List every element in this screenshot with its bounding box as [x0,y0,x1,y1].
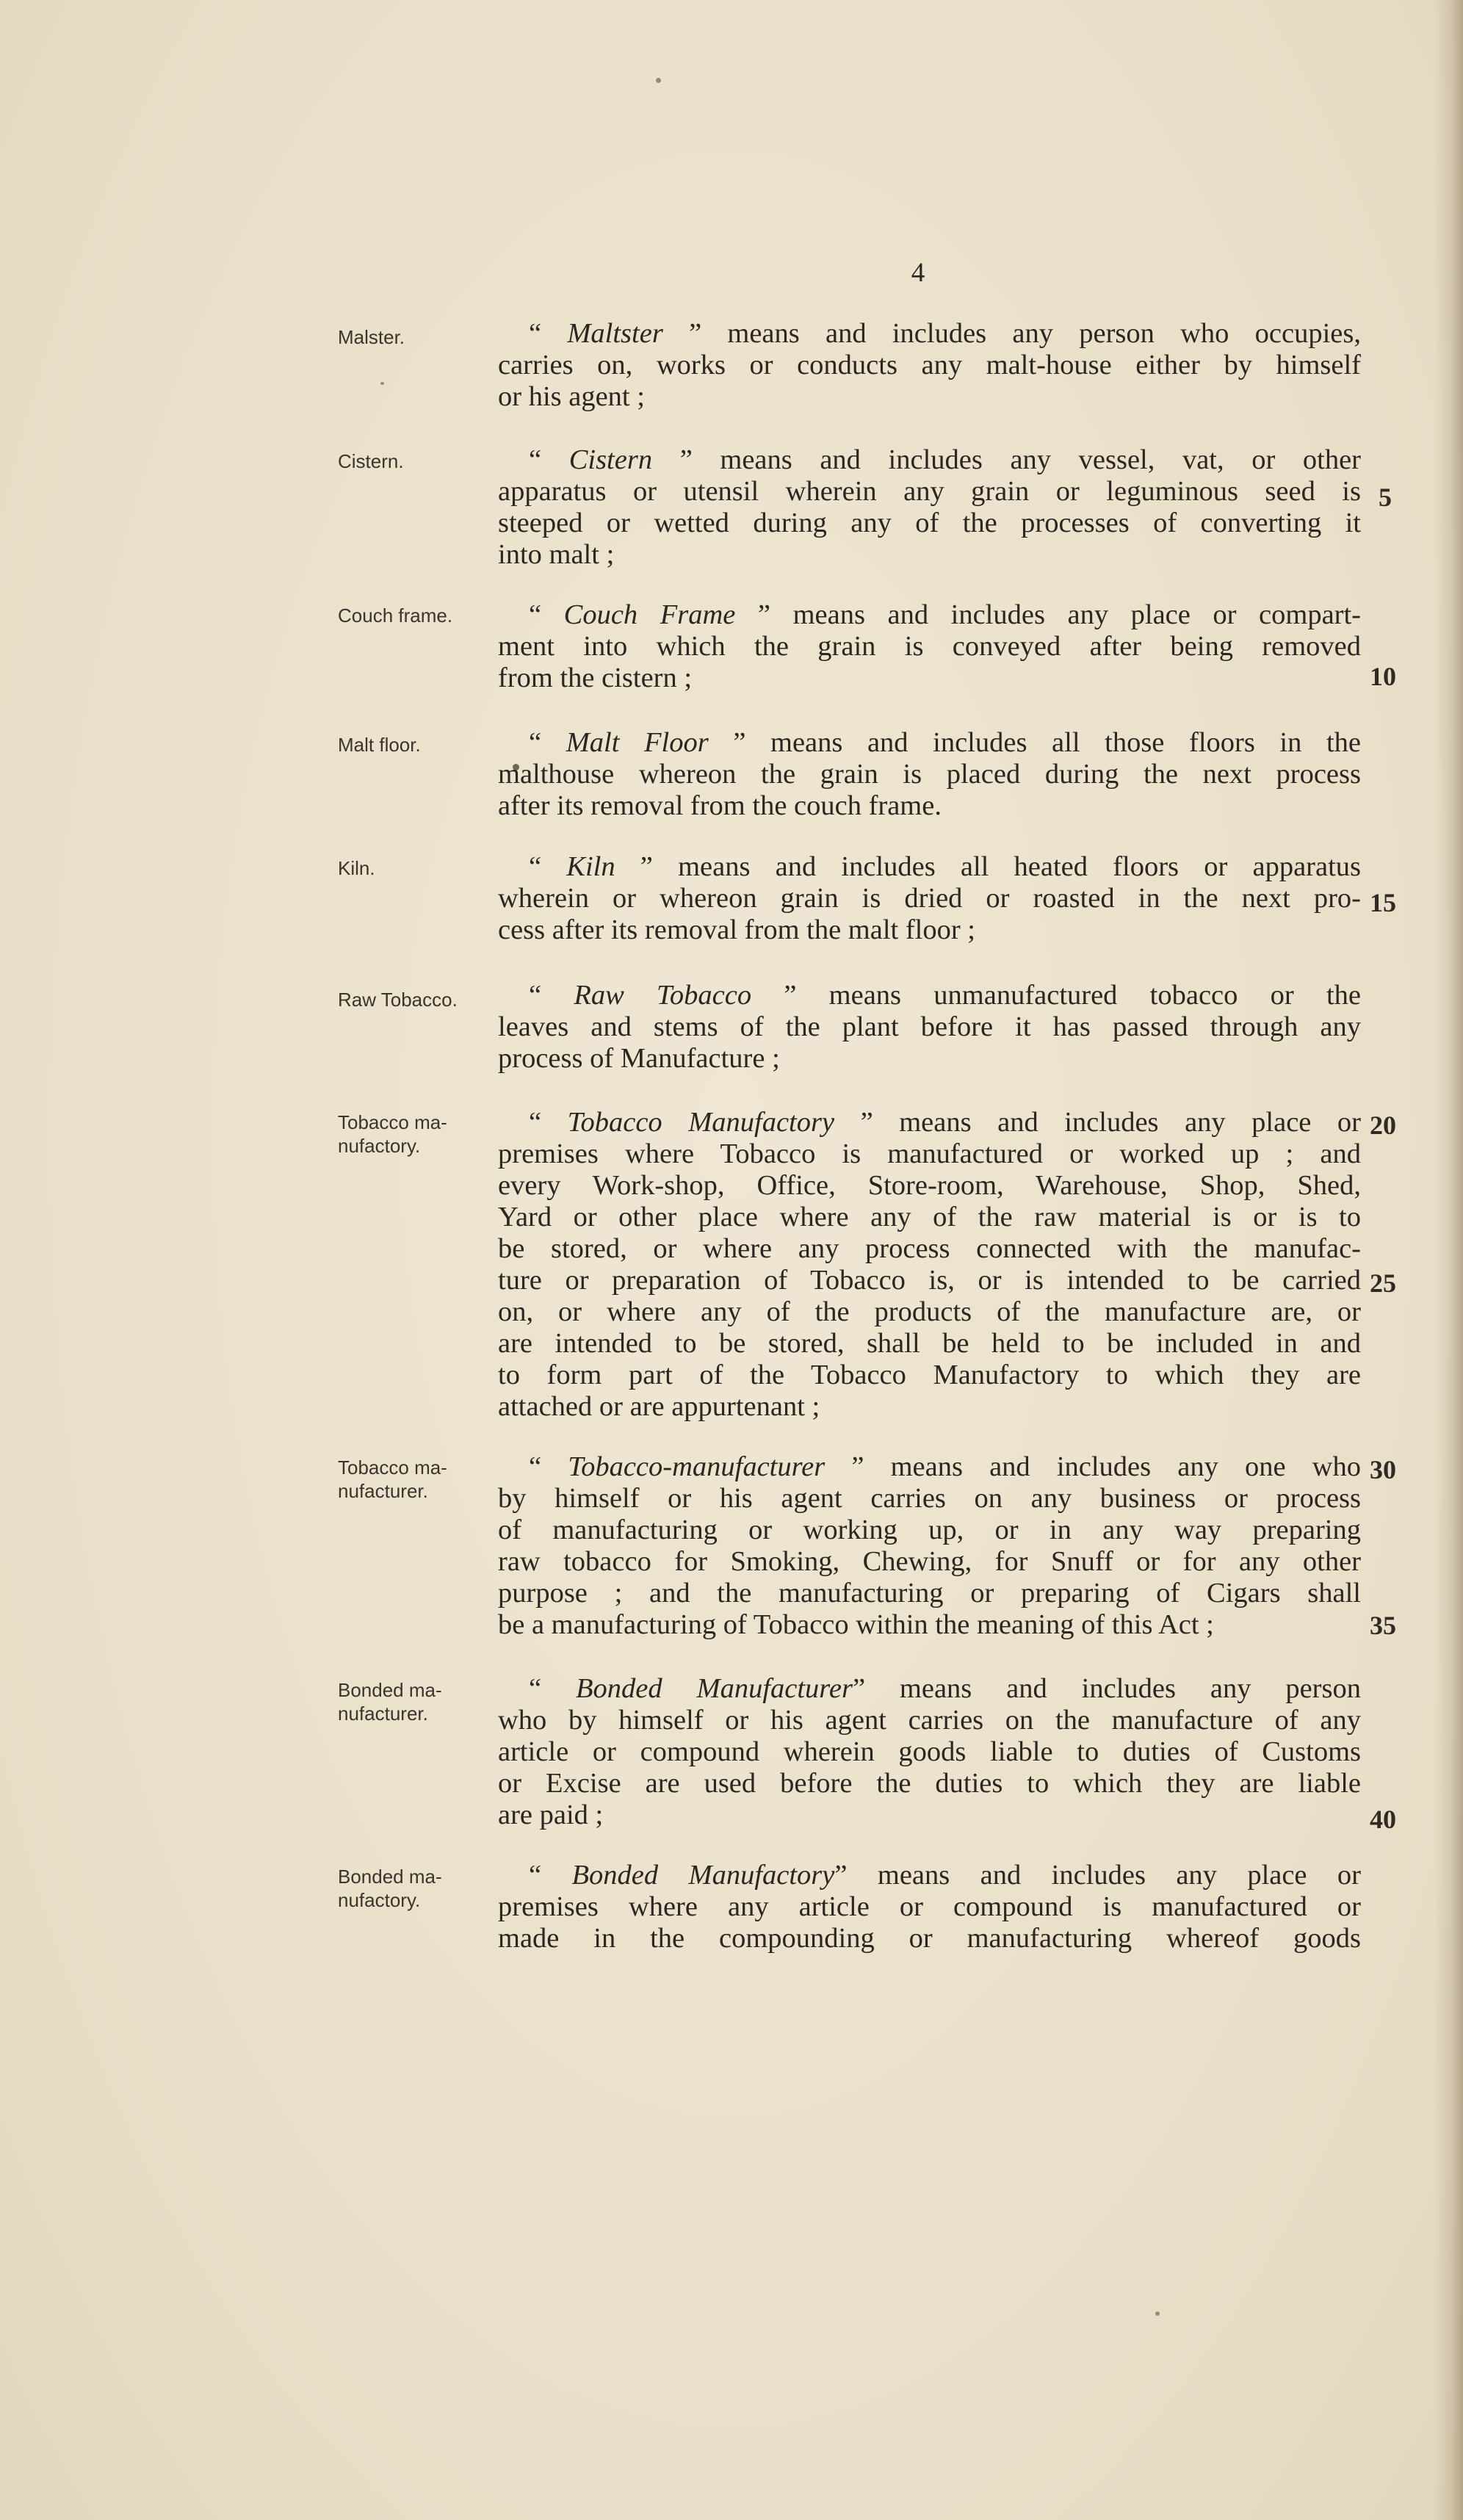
definition-bonded-manufacturer [498,1673,1361,1831]
side-note-raw-tobacco: Raw Tobacco. [338,989,458,1011]
text-line: attached or are appurtenant ; [498,1391,820,1422]
text-line: or Excise are used before the duties to which they are liable [498,1768,1361,1799]
defined-term: Cistern [568,444,653,475]
defined-term: Tobacco-manufacturer [568,1451,826,1482]
side-note-bonded-manufacturer: Bonded ma- nufacturer. [338,1679,442,1725]
text-line: purpose ; and the manufacturing or preparing of Cigars shall [498,1578,1361,1609]
definition-couch-frame [498,599,1361,694]
text-line: be stored, or where any process connected with the manufac- [498,1233,1361,1264]
side-note-couch-frame: Couch frame. [338,604,453,627]
text-line: or his agent ; [498,381,645,412]
defined-term: Maltster [567,318,663,349]
side-note-tobacco-manufacturer: Tobacco ma- nufacturer. [338,1456,447,1502]
text-line: to form part of the Tobacco Manufactory to which they are [498,1360,1361,1390]
definition-malt-floor [498,727,1361,822]
text-line: on, or where any of the products of the manufacture are, or [498,1296,1361,1327]
side-note-tobacco-manufactory: Tobacco ma- nufactory. [338,1111,447,1157]
text-line: are intended to be stored, shall be held to be included in and [498,1328,1361,1359]
defined-term: Tobacco Manufactory [567,1107,835,1138]
text-line: apparatus or utensil wherein any grain or leguminous seed is [498,476,1361,507]
side-note-malt-floor: Malt floor. [338,734,421,756]
line-number-40: 40 [1370,1805,1396,1834]
text-line: from the cistern ; [498,663,693,693]
text-line: by himself or his agent carries on any business or process [498,1483,1361,1514]
text-line: “ Malt Floor ” means and includes all those floors in the [529,727,1361,758]
side-note-cistern: Cistern. [338,450,404,472]
definition-maltster [498,318,1361,413]
defined-term: Kiln [566,851,615,882]
line-number-20: 20 [1370,1111,1396,1140]
line-number-5: 5 [1379,483,1392,512]
defined-term: Bonded Manufacturer [576,1673,853,1704]
side-note-kiln: Kiln. [338,857,375,879]
text-line: wherein or whereon grain is dried or roasted in the next pro- [498,883,1361,914]
text-line: premises where Tobacco is manufactured or worked up ; and [498,1138,1361,1169]
defined-term: Couch Frame [563,599,736,630]
text-line: ment into which the grain is conveyed after being removed [498,631,1361,662]
defined-term: Raw Tobacco [574,980,752,1011]
defined-term: Bonded Manufactory [571,1860,835,1891]
text-line: premises where any article or compound is manufactured or [498,1891,1361,1922]
line-number-10: 10 [1370,662,1396,691]
text-line: “ Cistern ” means and includes any vessel, vat, or other [529,444,1361,475]
paper-speck [380,382,384,385]
text-line: “ Raw Tobacco ” means unmanufactured tobacco or the [529,980,1361,1011]
line-number-15: 15 [1370,888,1396,917]
text-line: made in the compounding or manufacturing whereof goods [498,1923,1361,1954]
text-line: “ Bonded Manufactory” means and includes any place or [529,1860,1361,1891]
text-line: who by himself or his agent carries on the manufacture of any [498,1705,1361,1736]
text-line: after its removal from the couch frame. [498,790,942,821]
defined-term: Malt Floor [566,727,709,758]
text-line: leaves and stems of the plant before it has passed through any [498,1011,1361,1042]
line-number-25: 25 [1370,1268,1396,1298]
text-line: “ Tobacco Manufactory ” means and includes any place or [529,1107,1361,1138]
text-line: “ Tobacco-manufacturer ” means and includes any one who [529,1451,1361,1482]
definition-tobacco-manufactory [498,1107,1361,1423]
line-number-30: 30 [1370,1455,1396,1484]
side-note-maltster: Malster. [338,326,405,348]
page-edge-shadow [1434,0,1463,2520]
page-number: 4 [911,258,925,288]
text-line: carries on, works or conducts any malt-house either by himself [498,350,1361,380]
definition-raw-tobacco [498,980,1361,1075]
text-line: ture or preparation of Tobacco is, or is intended to be carried [498,1265,1361,1296]
text-line: “ Bonded Manufacturer” means and includes any person [529,1673,1361,1704]
paper-speck [1155,2311,1160,2316]
paper-speck [656,78,661,83]
text-line: raw tobacco for Smoking, Chewing, for Snuff or for any other [498,1546,1361,1577]
text-line: “ Couch Frame ” means and includes any place or compart- [529,599,1361,630]
text-line: are paid ; [498,1799,604,1830]
definition-tobacco-manufacturer [498,1451,1361,1641]
definition-kiln [498,851,1361,946]
text-line: cess after its removal from the malt floor ; [498,914,976,945]
line-number-35: 35 [1370,1611,1396,1640]
text-line: every Work-shop, Office, Store-room, Warehouse, Shop, Shed, [498,1170,1361,1201]
text-line: steeped or wetted during any of the processes of converting it [498,508,1361,538]
text-line: process of Manufacture ; [498,1043,780,1074]
definition-cistern [498,444,1361,571]
side-note-bonded-manufactory: Bonded ma- nufactory. [338,1866,442,1911]
text-line: malthouse whereon the grain is placed during the next process [498,759,1361,790]
text-line: into malt ; [498,539,615,570]
definition-bonded-manufactory [498,1860,1361,1954]
text-line: article or compound wherein goods liable to duties of Customs [498,1736,1361,1767]
text-line: of manufacturing or working up, or in any way preparing [498,1514,1361,1545]
text-line: “ Maltster ” means and includes any person who occupies, [529,318,1361,349]
text-line: be a manufacturing of Tobacco within the meaning of this Act ; [498,1609,1214,1640]
text-line: “ Kiln ” means and includes all heated floors or apparatus [529,851,1361,882]
text-line: Yard or other place where any of the raw material is or is to [498,1202,1361,1232]
